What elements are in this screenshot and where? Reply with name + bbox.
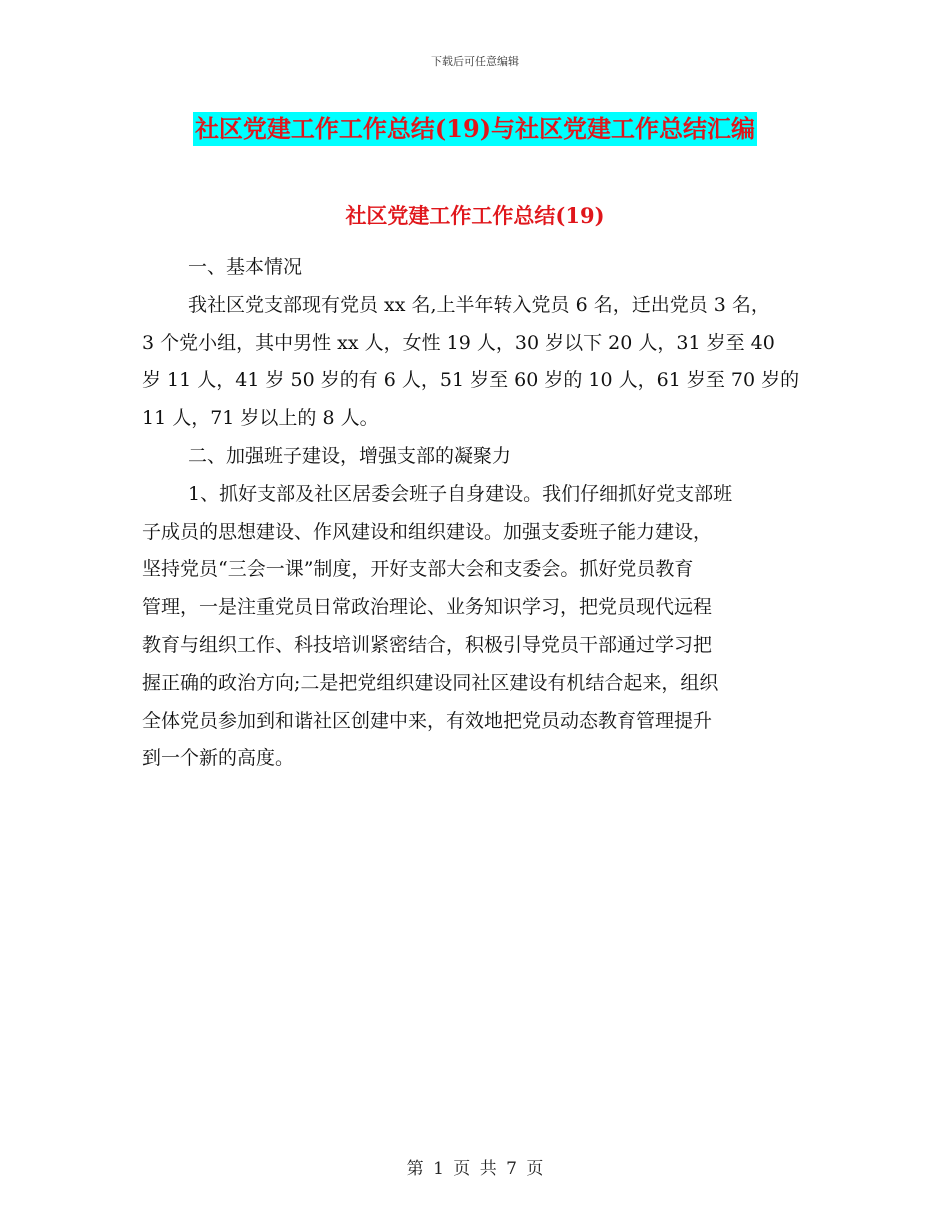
paragraph-line: 1、抓好支部及社区居委会班子自身建设。我们仔细抓好党支部班	[188, 482, 733, 505]
page-header-note: 下载后可任意编辑	[431, 55, 519, 68]
paragraph-line: 坚持党员“三会一课”制度，开好支部大会和支委会。抓好党员教育	[142, 558, 694, 581]
main-title-container	[0, 112, 950, 146]
paragraph-line: 3 个党小组，其中男性 xx 人，女性 19 人，30 岁以下 20 人，31 岁至 40	[142, 331, 775, 354]
page-number: 第 1 页 共 7 页	[406, 1159, 544, 1179]
paragraph-line: 我社区党支部现有党员 xx 名,上半年转入党员 6 名，迁出党员 3 名，	[188, 293, 770, 316]
paragraph-line: 11 人，71 岁以上的 8 人。	[142, 407, 379, 430]
paragraph-line: 管理，一是注重党员日常政治理论、业务知识学习，把党员现代远程	[142, 596, 713, 619]
heading-team-building: 二、加强班子建设，增强支部的凝聚力	[188, 444, 512, 467]
paragraph-line: 握正确的政治方向;二是把党组织建设同社区建设有机结合起来，组织	[142, 671, 719, 694]
section-title: 社区党建工作工作总结(19)	[345, 203, 605, 228]
paragraph-line: 到一个新的高度。	[142, 747, 295, 770]
main-title: 社区党建工作工作总结(19)与社区党建工作总结汇编	[193, 112, 757, 146]
paragraph-line: 全体党员参加到和谐社区创建中来，有效地把党员动态教育管理提升	[142, 709, 713, 732]
paragraph-line: 子成员的思想建设、作风建设和组织建设。加强支委班子能力建设，	[142, 520, 713, 543]
paragraph-line: 教育与组织工作、科技培训紧密结合，积极引导党员干部通过学习把	[142, 633, 713, 656]
paragraph-line: 岁 11 人，41 岁 50 岁的有 6 人，51 岁至 60 岁的 10 人，61 岁至 70 岁的	[142, 369, 800, 392]
heading-basic-situation: 一、基本情况	[188, 256, 303, 278]
body-text	[142, 249, 807, 778]
